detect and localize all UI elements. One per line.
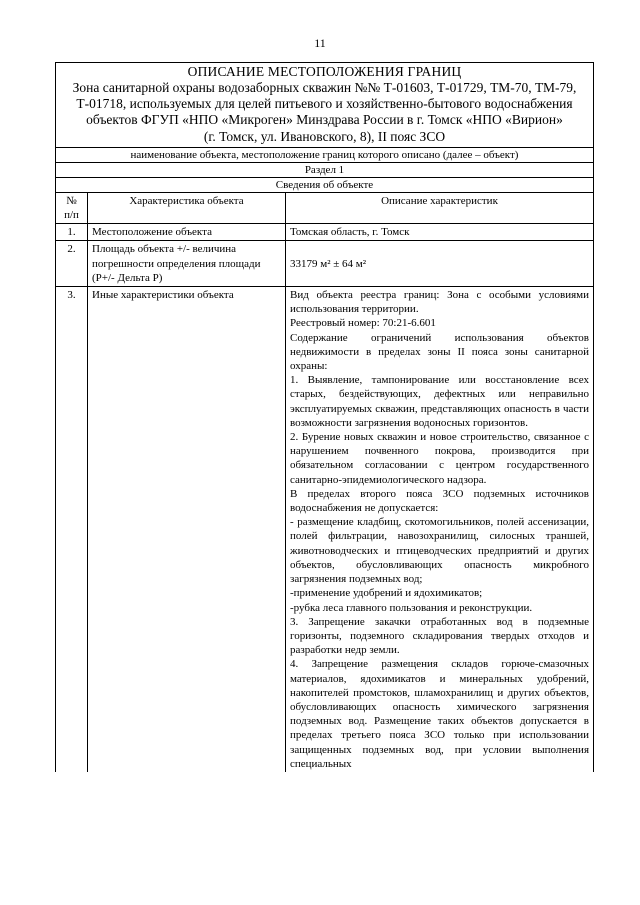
subtitle-line: объектов ФГУП «НПО «Микроген» Минздрава России в г. Томск «НПО «Вирион» bbox=[86, 112, 563, 128]
row-characteristic: Иные характеристики объекта bbox=[88, 287, 286, 772]
object-caption: наименование объекта, местоположение границ которого описано (далее – объект) bbox=[56, 148, 593, 163]
row-description bbox=[286, 241, 593, 287]
area-value: 33179 м² ± 64 м² bbox=[290, 257, 367, 270]
section-label: Раздел 1 bbox=[56, 163, 593, 178]
row-description: Томская область, г. Томск bbox=[286, 224, 593, 241]
row-number: 2. bbox=[56, 241, 88, 287]
description-paragraph: -применение удобрений и ядохимикатов; bbox=[290, 587, 483, 600]
subtitle-line: Т-01718, используемых для целей питьевого и хозяйственно-бытового водоснабжения bbox=[76, 96, 573, 112]
document-header bbox=[56, 63, 593, 148]
table-row bbox=[56, 241, 593, 287]
table-header-row bbox=[56, 193, 593, 224]
description-paragraph: -рубка леса главного пользования и реконструкции. bbox=[290, 601, 533, 614]
subtitle-line: Зона санитарной охраны водозаборных скважин №№ Т-01603, Т-01729, ТМ-70, ТМ-79, bbox=[72, 80, 577, 95]
row-description bbox=[286, 287, 593, 772]
column-header-description: Описание характеристик bbox=[286, 193, 593, 224]
description-paragraph: 1. Выявление, тампонирование или восстановление всех старых, бездействующих, дефектных или неправильно эксплуатируемых скважин, представляющих опасность в части возможности загрязнения водоносных горизонтов. bbox=[290, 374, 589, 429]
row-number: 3. bbox=[56, 287, 88, 772]
row-characteristic: Площадь объекта +/- величина погрешности определения площади (Р+/- Дельта Р) bbox=[88, 241, 286, 287]
description-paragraph: В пределах второго пояса ЗСО подземных источников водоснабжения не допускается: bbox=[290, 487, 589, 515]
row-characteristic: Местоположение объекта bbox=[88, 224, 286, 241]
table-row bbox=[56, 287, 593, 772]
row-number: 1. bbox=[56, 224, 88, 241]
column-header-number: № п/п bbox=[56, 193, 88, 224]
description-paragraph: Вид объекта реестра границ: Зона с особыми условиями использования территории. bbox=[290, 289, 589, 316]
description-paragraph: - размещение кладбищ, скотомогильников, полей ассенизации, полей фильтрации, навозохранилищ, силосных траншей, животноводческих и птицеводческих предприятий и других объектов, обусловливающих опасность микробного загрязнения подземных вод; bbox=[290, 516, 589, 586]
section-title: Сведения об объекте bbox=[56, 178, 593, 193]
description-paragraph: Реестровый номер: 70:21-6.601 bbox=[290, 317, 436, 330]
description-paragraph: 4. Запрещение размещения складов горюче-смазочных материалов, ядохимикатов и минеральных удобрений, накопителей промстоков, шламохранилищ и других объектов, обусловливающих опасность химического загрязнения подземных вод. Размещение таких объектов допускается в пределах третьего пояса ЗСО только при использовании защищенных подземных вод, при условии выполнения специальных bbox=[290, 658, 589, 770]
page-number: 11 bbox=[314, 36, 326, 50]
description-paragraph: 3. Запрещение закачки отработанных вод в подземные горизонты, подземного складирования твердых отходов и разработки недр земли. bbox=[290, 615, 589, 657]
document-table bbox=[55, 62, 594, 772]
document-title: ОПИСАНИЕ МЕСТОПОЛОЖЕНИЯ ГРАНИЦ bbox=[187, 64, 462, 79]
subtitle-line: (г. Томск, ул. Ивановского, 8), II пояс ЗСО bbox=[203, 128, 446, 144]
column-header-characteristic: Характеристика объекта bbox=[88, 193, 286, 224]
table-row bbox=[56, 224, 593, 241]
description-paragraph: Содержание ограничений использования объектов недвижимости в пределах зоны II пояса зоны санитарной охраны: bbox=[290, 331, 589, 373]
description-paragraph: 2. Бурение новых скважин и новое строительство, связанное с нарушением почвенного покрова, производится при обязательном согласовании с центром государственного санитарно-эпидемиологического надзора. bbox=[290, 431, 589, 486]
